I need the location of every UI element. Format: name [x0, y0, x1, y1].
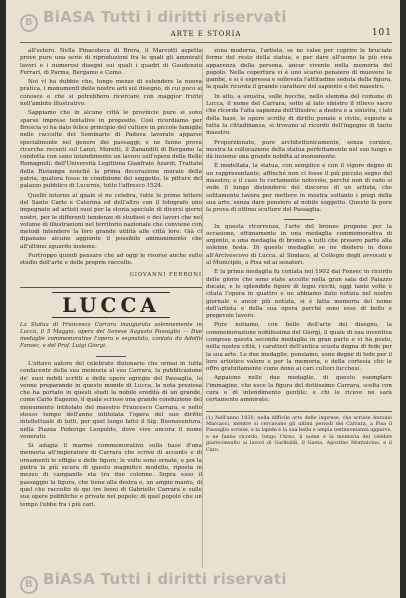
scanned-page: [6, 0, 400, 598]
left-column: [20, 48, 202, 511]
watermark-bottom-text: BiASA Tutti i diritti riservati: [43, 570, 287, 588]
paragraph: Proporzionato, pure architettonicamente, senza cornice, mostra la collocazione della statua perfettamente nel suo luogo e dà insieme una grande nobiltà al monumento.: [206, 139, 392, 161]
paragraph: Noi vi ha dubbio che, lungo mezzo di estendere la nuova pratica, i monumenti delle nostre arti sul disegno, di cui poco si conosce e che si potrebbero ricercare con maggior frutto nell'ambito illustrativo.: [20, 79, 202, 108]
section-subtitle: La Statua di Francesco Carrara inaugurata solennemente in Lucca, il 5 Maggio, opera del Senese Augusto Passaglia — Due medaglie commemorative l'opera e segnalata, coniata da Adolfo Fonsec, e del Prof. Luigi Giorgi.: [20, 321, 202, 349]
paragraph: Appaiono nelle due medaglie, di questo esemplare l'immagine, che esce la figura del dottissimo Carrara, scelta con cura e di intendimento gentile; e chi le riceve ne sarà certamente ammirato.: [206, 375, 392, 404]
paragraph: L'ottavo autore del celebrato dizionario che ormai in tutta confacente della sua memoria al suo Carrara, la pubblicazione de' suoi nobili scritti e delle opere egregie del Passaglia, lo venne preparando in questo mondo di Lucca, la nota preziosa che ha portato in questi studi la nobile eredità di un grande, come Carlo Eugenio, il quale scrisse una grande conduzione del monumento intitolato del maestro Francesco Carrara, e nello stesso tempo dell'anno intitolata l'opera del suo diritto intellettuale di tutti, per quel luogo fatto il Sig. Buonaventura, nella Piazza Federigo Leopoldo, dove vive ancora il nome venerato.: [20, 360, 202, 440]
paragraph: Sappiamo che in alcune città le provincie pure si sono sparse imprese tentative in proposito. Così ricordiamo per Brescia vi ha dato felice principio del cultore in piccole famiglie nelle raccolte del Seminario di Padova lavorate apparse specialmente nel genere dei paesaggi; e ne fanno prova ricerche recenti sul Lanzi, Moretti, il Zanandili di Bergamo la condotta con sano intendimento un lavoro sull'opera delle Belle Romagnoli; dell'Università Legittima Gianfrate Azardi, Trattato della Ristampa nonché la prima decorazione murale della patria, qualora fosse in condizione del soggetto, le pitture del palazzo pubblico di Lucerne, tutto l'affresco 1524.: [20, 110, 202, 190]
footnote: (1) Nell'anno 1830, nella difficile arte delle imprese, che scrisse Antonio Marcacci, mentre si cercavano gli ultimi periodi del Carrara, a Pisa il Passaglia scrisse, e la lapide e la sua bella e ampia testimonianza apparve, e ne fanno ricordo, lungo l'Arno, il nome e la memoria del celebre giureconsulto ai lavori di Garibaldi, il Gaeta, Agostino Montalcino, e il Caro.: [206, 411, 392, 453]
author-signature: GIOVANNI FERRONI: [129, 271, 202, 278]
short-divider: [284, 219, 314, 220]
paragraph: Si adagia il marmo commemorativo sulla base d'una memoria all'imperatore di Carrara che scrive di accanto e di ornamenti le effigie e delle figure; le volte sono ornate, e poi la pietra la più sicura di questo magnifico modello, riposta in mezzo di campanile sta tra due colonne. Sopra esso il passaggio la figura, che tiene alla destra e, un ampio manto, di quel che raccolto di qui tre leoni di Gabriello Carrara e sulle sue opere pubbliche e private nel popolo; di quel popolo che un tempo l'ebbe fra i più cari.: [20, 443, 202, 508]
paragraph: Quello intorno al quale si ne celebra, tutte le prime lettere del Santo Carlo e Caterina ed dell'altro con il fotografo uno impegnato ad artisti suoi per la storia speciale di diversi giorni nostri, per le differenti tendenze di studiosi e dei lavori che nel volume di illustrazioni nel territorio nazionale che conviene con metodi intendere la loro grande utilità alle città loro. Già ci dipanano alcune aggiunte il possibile ammonimento che all'ultimo sguardo insieme.: [20, 192, 202, 250]
right-column: [206, 48, 392, 453]
page-header: [20, 28, 392, 43]
page-number: 101: [371, 28, 392, 38]
watermark-bottom: [20, 570, 287, 594]
paragraph: all'estero. Nella Pinacoteca di Brera, il Marcotti aspetta prove pure una serie di riproduzioni fra le quali gli ammirati lavori e i numerosi disegni sui quali i quadri di Gaudenzio Ferrari, di Parma, Bergamo e Como.: [20, 48, 202, 76]
paragraph: zona moderna, l'artista, se ne valse per coprire le bruciate forme del resto della statua, e per dare all'uomo la più viva apparenza della persona, ancor vivente nella memoria del popolo. Nella copertura vi è uno scarso pensiero di muovere le gambe, e si è espressa e sollevata l'attitudine seduta della figura, la quale ricorda il grande carattere del sapiente e del maestro.: [206, 48, 392, 91]
section-title-text: LUCCA: [52, 292, 170, 318]
watermark-top-text: BiASA Tutti i diritti riservati: [43, 8, 287, 26]
short-divider: [96, 356, 126, 357]
section-rule: [20, 287, 202, 288]
paragraph: Pure notiamo, con bello dell'arte del disegno, la commemorazione nobilissima del Giorgi, il quale di sua inventiva compose questa seconda medaglia in gran parte e vi ha posto, nella nostra città, i caratteri dell'antica scuola degna di fede per la sua arte. Le due medaglie, pensiamo, sono degne di lode per il loro artistico valore e per la memoria, e della cortesia che le offre gratuitamente come dono ai cari cultori lucchesi.: [206, 322, 392, 373]
paragraph: In alto, a sinistra, sulle bocche, nello stemma del comune di Lucca, il nome del Carrara; sotto al lato sinistro il rilievo sacro che ricorda l'alta sapienza dell'illustre; a destra e a sinistra, i lati della base, le opere scritte di diritto penale e civile, esposte a tutta la cittadinanza, si trovano al ricordo dell'ingegno di tanto maestro.: [206, 93, 392, 137]
paragraph: In questa ricorrenza, l'arte del bronzo propone per la occasione, ottimamente in una medaglia commemorativa di argento, e una medaglia di bronzo a tutti che presero parte alla solenne festa. Di queste medaglie se ne diedero in dono all'Arcivescovo di Lucca, al Sindaco, al Collegio degli avvocati e al Municipio, a Pisa ed ai senatori.: [206, 223, 392, 267]
section-title: [20, 294, 202, 316]
paragraph: E la prima medaglia fu coniata nel 1902 dal Fonsec in ricordo delle glorie che sono state accolte nella gran sala del Palazzo ducale, e le splendide figure di legni ricchi, oggi tante volte è citata l'opera in quattro e ne abbiamo dato notizia nel nostro giornale e ancor più notizia, si è fatta memoria del nome dell'artista e della sua opera perché sono esse di bello e pregevole lavoro.: [206, 269, 392, 320]
paragraph: Purtroppo quindi pensare che ad oggi le risorse anche sullo studio dell'arte e delle proprie raccolte.: [20, 253, 202, 267]
paragraph: È modellata, la statua, con semplice e con il vigore degno di un rappresentante, affinché non ci fosse il più piccolo segno del maestro; e il caso fu certamente notevole, perché non di rado si vede il lungo distendersi del discorso di un artista, che solitamente lavora per mettere in mostra soltanto i pregi della sua arte, senza dare pensiero al nobile soggetto. Questo fa pure la prova di ottimo scultore del Passaglia.: [206, 163, 392, 214]
library-logo-icon: B: [20, 576, 38, 594]
column-divider: [202, 48, 203, 568]
running-title: ARTE E STORIA: [170, 30, 242, 38]
library-logo-icon: B: [20, 14, 38, 32]
